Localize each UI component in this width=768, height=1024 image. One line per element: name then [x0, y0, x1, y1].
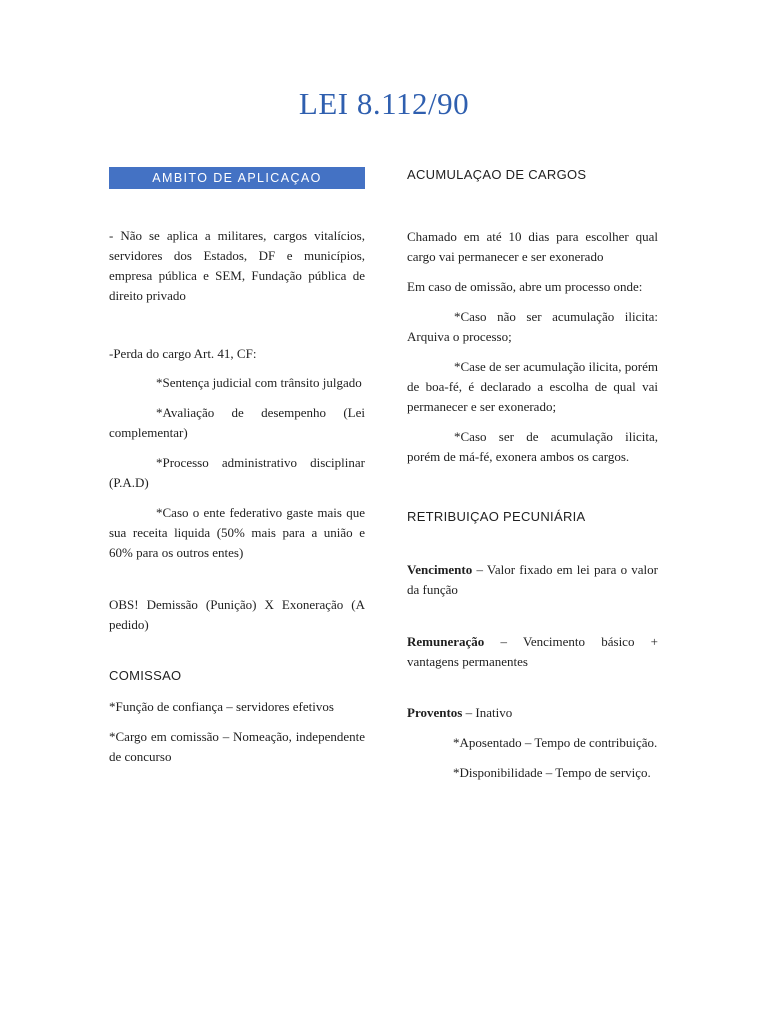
acumulacao-item: *Caso não ser acumulação ilicita: Arquiva o processo; — [407, 309, 658, 344]
acumulacao-paragraph: Chamado em até 10 dias para escolher qual cargo vai permanecer e ser exonerado — [407, 229, 658, 264]
remuneracao-paragraph — [407, 632, 658, 672]
document-title: LEI 8.112/90 — [298, 86, 470, 121]
vencimento-paragraph — [407, 560, 658, 600]
perda-item: *Processo administrativo disciplinar (P.A.D) — [109, 455, 365, 490]
section-banner-ambito: AMBITO DE APLICAÇAO — [109, 167, 365, 189]
proventos-definition: – Inativo — [462, 705, 513, 720]
perda-item: *Avaliação de desempenho (Lei complementar) — [109, 405, 365, 440]
left-column — [109, 167, 365, 767]
right-column — [407, 165, 658, 783]
comissao-item: *Cargo em comissão – Nomeação, independente de concurso — [109, 729, 365, 764]
comissao-item: *Função de confiança – servidores efetivos — [109, 699, 334, 714]
acumulacao-heading: ACUMULAÇAO DE CARGOS — [407, 167, 587, 182]
proventos-term: Proventos — [407, 705, 463, 720]
retribuicao-heading: RETRIBUIÇAO PECUNIÁRIA — [407, 509, 586, 524]
intro-paragraph: - Não se aplica a militares, cargos vitalícios, servidores dos Estados, DF e municípios, empresa pública e SEM, Fundação pública de direito privado — [109, 228, 365, 303]
comissao-heading: COMISSAO — [109, 668, 182, 683]
acumulacao-item: *Caso ser de acumulação ilicita, porém de má-fé, exonera ambos os cargos. — [407, 429, 658, 464]
vencimento-definition: – Valor fixado em lei para o valor da função — [407, 562, 658, 597]
obs-paragraph: OBS! Demissão (Punição) X Exoneração (A pedido) — [109, 597, 365, 632]
acumulacao-paragraph: Em caso de omissão, abre um processo onde: — [407, 279, 643, 294]
perda-item: *Sentença judicial com trânsito julgado — [156, 375, 362, 390]
vencimento-term: Vencimento — [407, 562, 473, 577]
proventos-item: *Disponibilidade – Tempo de serviço. — [453, 765, 651, 780]
remuneracao-definition: – Vencimento básico + vantagens permanentes — [407, 634, 658, 669]
acumulacao-item: *Case de ser acumulação ilicita, porém de boa-fé, é declarado a escolha de qual vai permanecer e ser exonerado; — [407, 359, 658, 414]
proventos-item: *Aposentado – Tempo de contribuição. — [453, 735, 658, 750]
perda-item: *Caso o ente federativo gaste mais que sua receita liquida (50% mais para a união e 60% para os outros entes) — [109, 505, 365, 560]
proventos-paragraph — [407, 703, 658, 723]
perda-heading: -Perda do cargo Art. 41, CF: — [109, 346, 257, 361]
remuneracao-term: Remuneração — [407, 634, 485, 649]
